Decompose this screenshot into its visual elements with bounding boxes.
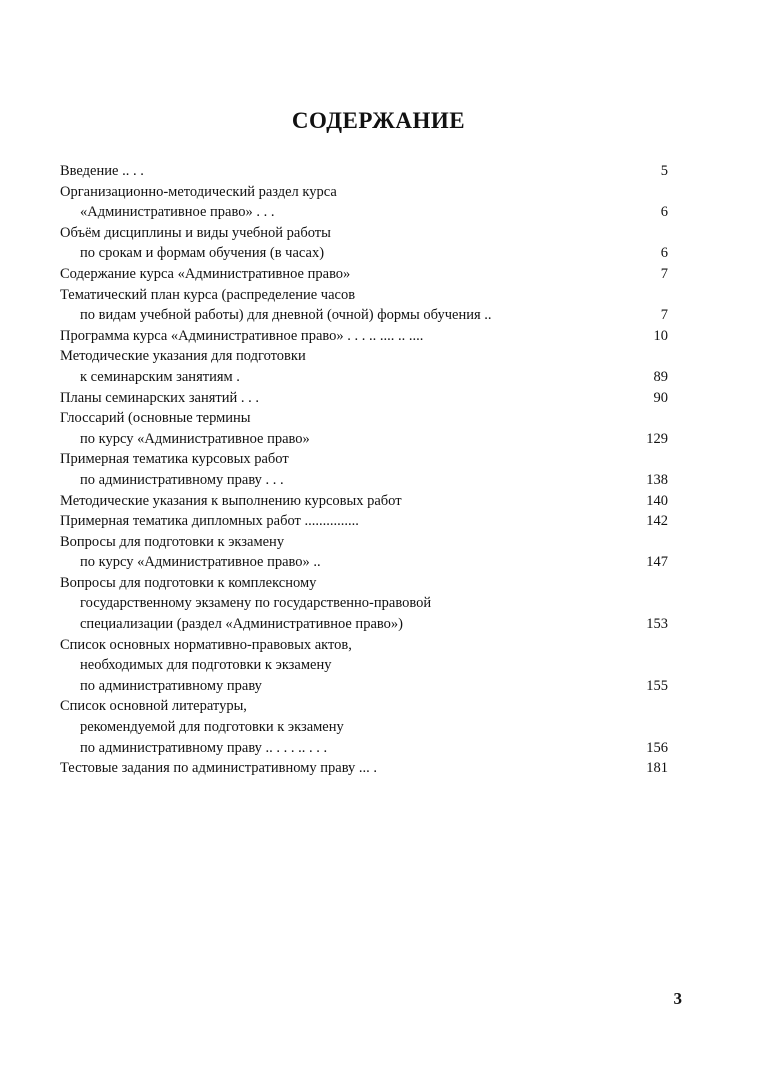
toc-entry-page: 89 xyxy=(653,368,668,385)
toc-entry[interactable] xyxy=(60,264,680,285)
toc-entry-text: Список основных нормативно-правовых актов, xyxy=(60,636,352,653)
toc-entry-text: специализации (раздел «Административное право») xyxy=(80,616,403,633)
toc-entry[interactable] xyxy=(60,573,680,635)
toc-entry-line xyxy=(60,738,680,759)
toc-entry-line xyxy=(60,717,680,738)
toc-entry-text: государственному экзамену по государственно-правовой xyxy=(80,595,432,612)
toc-entry[interactable] xyxy=(60,285,680,326)
page-number: 3 xyxy=(673,989,682,1008)
toc-entry-line xyxy=(60,429,680,450)
toc-entry-text: по видам учебной работы) для дневной (очной) формы обучения .. xyxy=(80,307,492,324)
toc-entry[interactable] xyxy=(60,758,680,779)
toc-entry-text: рекомендуемой для подготовки к экзамену xyxy=(80,719,344,736)
toc-entry-text: Методические указания к выполнению курсовых работ xyxy=(60,492,402,509)
toc-entry-line xyxy=(60,573,680,594)
toc-entry-text: Вопросы для подготовки к комплексному xyxy=(60,574,317,591)
toc-entry-line xyxy=(60,264,680,285)
toc-entry[interactable] xyxy=(60,346,680,387)
toc-entry-page: 155 xyxy=(646,677,668,694)
toc-entry-line xyxy=(60,326,680,347)
toc-entry-line xyxy=(60,758,680,779)
toc-entry-text: Планы семинарских занятий . . . xyxy=(60,389,260,406)
toc-entry-line xyxy=(60,346,680,367)
toc-entry-line xyxy=(60,696,680,717)
toc-entry-page: 129 xyxy=(646,430,668,447)
toc-entry-line xyxy=(60,532,680,553)
toc-entry-text: «Административное право» . . . xyxy=(80,204,275,221)
toc-entry[interactable] xyxy=(60,491,680,512)
toc-entry-page: 153 xyxy=(646,616,668,633)
toc-entry-line xyxy=(60,614,680,635)
toc-entry-line xyxy=(60,367,680,388)
toc-entry-text: необходимых для подготовки к экзамену xyxy=(80,657,332,674)
toc-entry-text: Введение .. . . xyxy=(60,163,144,179)
toc-entry[interactable] xyxy=(60,182,680,223)
toc-entry-text: Примерная тематика дипломных работ ............... xyxy=(60,513,359,530)
toc-entry-line xyxy=(60,449,680,470)
toc-entry-line xyxy=(60,305,680,326)
toc-entry-line xyxy=(60,593,680,614)
toc-entry-line xyxy=(60,388,680,409)
toc-entry-line xyxy=(60,182,680,203)
toc-entry-line xyxy=(60,202,680,223)
toc-entry-text: Тестовые задания по административному праву ... . xyxy=(60,760,378,777)
toc-entry-text: Объём дисциплины и виды учебной работы xyxy=(60,224,331,241)
toc-entry-text: Содержание курса «Административное право» xyxy=(60,265,351,282)
toc-entry-text: Примерная тематика курсовых работ xyxy=(60,451,289,468)
toc-entry-line xyxy=(60,511,680,532)
toc-entry-line xyxy=(60,491,680,512)
toc-entry-text: по административному праву xyxy=(80,677,262,694)
toc-entry[interactable] xyxy=(60,635,680,697)
toc-title: СОДЕРЖАНИЕ xyxy=(291,108,466,133)
toc-entry[interactable] xyxy=(60,326,680,347)
toc-entry-page: 5 xyxy=(660,163,668,179)
toc-entry-text: по курсу «Административное право» .. xyxy=(80,554,321,571)
toc-entry-page: 156 xyxy=(646,739,668,756)
toc-entry-line xyxy=(60,470,680,491)
toc-entry-text: по курсу «Административное право» xyxy=(80,430,310,447)
toc-entry[interactable] xyxy=(60,388,680,409)
toc-entry[interactable] xyxy=(60,511,680,532)
toc-entry-line xyxy=(60,223,680,244)
toc-entry-text: Вопросы для подготовки к экзамену xyxy=(60,533,285,550)
toc-entry[interactable] xyxy=(60,532,680,573)
toc-entry-line xyxy=(60,243,680,264)
toc-entry-text: Тематический план курса (распределение часов xyxy=(60,286,356,303)
toc-entry-text: Организационно-методический раздел курса xyxy=(60,183,337,200)
toc-entry-line xyxy=(60,676,680,697)
toc-entry-line xyxy=(60,552,680,573)
toc-entry-page: 140 xyxy=(646,492,668,509)
toc-entry-text: по административному праву .. . . . .. . . . xyxy=(80,739,328,756)
toc-entry[interactable] xyxy=(60,223,680,264)
toc-entry[interactable] xyxy=(60,696,680,758)
toc-entry-page: 138 xyxy=(646,471,668,488)
toc-entry-line xyxy=(60,408,680,429)
toc-entry[interactable] xyxy=(60,408,680,449)
toc-entry-page: 7 xyxy=(660,307,668,324)
toc-entry-text: Программа курса «Административное право» . . . .. .... .. .... xyxy=(60,327,424,344)
toc-entry-text: к семинарским занятиям . xyxy=(80,368,240,385)
toc-entry-line xyxy=(60,161,680,182)
toc-entry-page: 6 xyxy=(660,245,668,262)
table-of-contents xyxy=(60,161,680,779)
toc-entry-line xyxy=(60,285,680,306)
toc-entry-text: по административному праву . . . xyxy=(80,471,284,488)
toc-entry-page: 7 xyxy=(660,265,668,282)
toc-entry-line xyxy=(60,655,680,676)
toc-entry-page: 10 xyxy=(653,327,668,344)
toc-entry-text: Методические указания для подготовки xyxy=(60,348,306,365)
toc-entry-line xyxy=(60,635,680,656)
toc-entry-page: 181 xyxy=(646,760,668,777)
toc-entry-page: 90 xyxy=(653,389,668,406)
toc-entry-text: Глоссарий (основные термины xyxy=(60,410,251,427)
toc-entry-page: 147 xyxy=(646,554,668,571)
toc-entry-text: Список основной литературы, xyxy=(60,698,247,715)
toc-entry-text: по срокам и формам обучения (в часах) xyxy=(80,245,325,262)
toc-entry[interactable] xyxy=(60,161,680,182)
toc-entry[interactable] xyxy=(60,449,680,490)
toc-entry-page: 6 xyxy=(660,204,668,221)
toc-entry-page: 142 xyxy=(646,513,668,530)
